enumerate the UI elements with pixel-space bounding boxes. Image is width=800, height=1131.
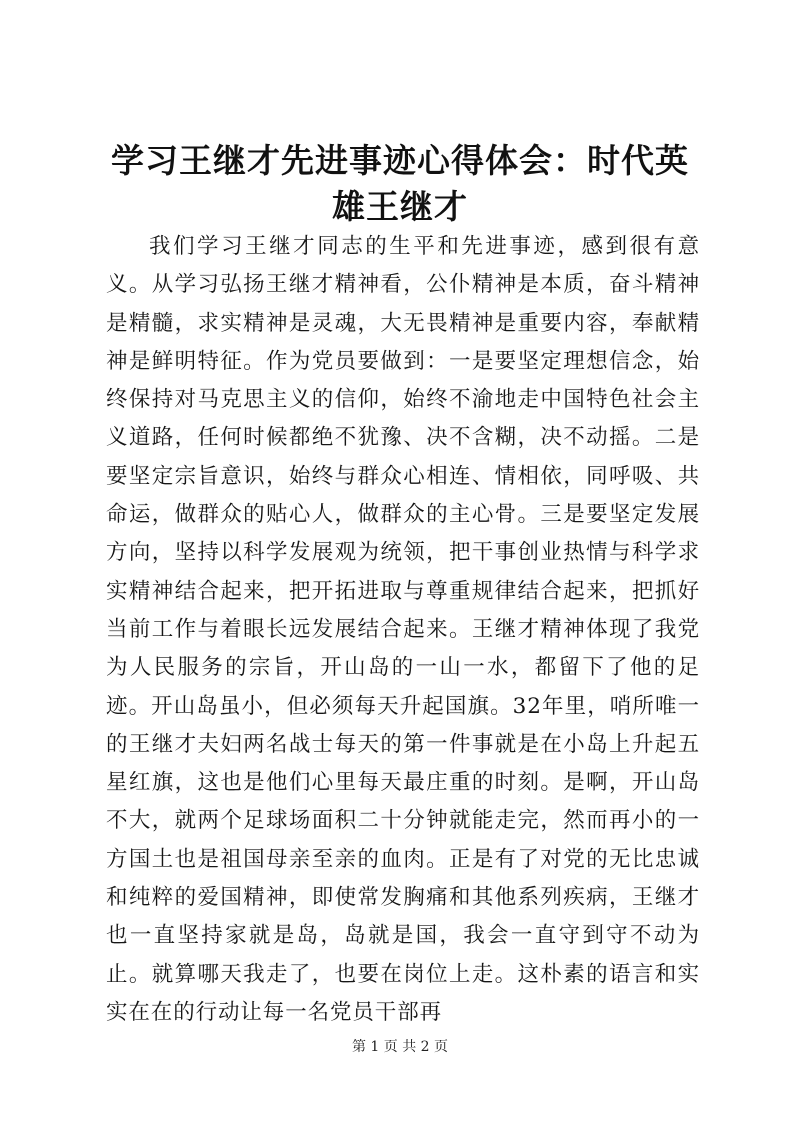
body-paragraph: 我们学习王继才同志的生平和先进事迹，感到很有意义。从学习弘扬王继才精神看，公仆精神是本质，奋斗精神是精髓，求实精神是灵魂，大无畏精神是重要内容，奉献精神是鲜明特征。作为党员要做到：一是要坚定理想信念，始终保持对马克思主义的信仰，始终不渝地走中国特色社会主义道路，任何时候都绝不犹豫、决不含糊，决不动摇。二是要坚定宗旨意识，始终与群众心相连、情相依，同呼吸、共命运，做群众的贴心人，做群众的主心骨。三是要坚定发展方向，坚持以科学发展观为统领，把干事创业热情与科学求实精神结合起来，把开拓进取与尊重规律结合起来，把抓好当前工作与着眼长远发展结合起来。王继才精神体现了我党为人民服务的宗旨，开山岛的一山一水，都留下了他的足迹。开山岛虽小，但必须每天升起国旗。32年里，哨所唯一的王继才夫妇两名战士每天的第一件事就是在小岛上升起五星红旗，这也是他们心里每天最庄重的时刻。是啊，开山岛不大，就两个足球场面积二十分钟就能走完，然而再小的一方国土也是祖国母亲至亲的血肉。正是有了对党的无比忠诚和纯粹的爱国精神，即使常发胸痛和其他系列疾病，王继才也一直坚持家就是岛，岛就是国，我会一直守到守不动为止。就算哪天我走了，也要在岗位上走。这朴素的语言和实实在在的行动让每一名党员干部再 [106,234,700,1025]
page-footer: 第 1 页 共 2 页 [351,1039,449,1055]
document-title: 学习王继才先进事迹心得体会：时代英雄王继才 [111,141,689,226]
